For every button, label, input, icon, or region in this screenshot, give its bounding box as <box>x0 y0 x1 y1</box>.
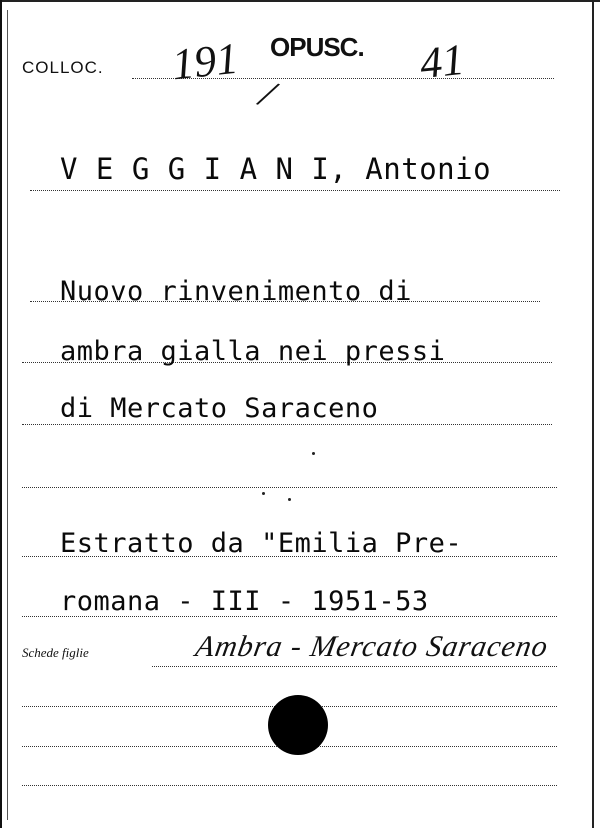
colloc-label: COLLOC. <box>22 58 104 77</box>
punch-hole <box>268 695 328 755</box>
schede-value: Ambra - Mercato Saraceno <box>193 630 551 663</box>
title-line-1: Nuovo rinvenimento di <box>60 276 412 307</box>
ink-speck <box>288 498 291 501</box>
schede-label: Schede figlie <box>22 645 89 660</box>
author-dotline <box>30 190 560 191</box>
source-line-1: Estratto da "Emilia Pre- <box>60 528 463 559</box>
blank-dotline <box>22 487 557 488</box>
title-line-3: di Mercato Saraceno <box>60 393 379 424</box>
source-line-2: romana - III - 1951-53 <box>60 586 429 617</box>
card-left-edge <box>0 0 2 828</box>
author-name: V E G G I A N I, Antonio <box>60 152 492 186</box>
title-line-2: ambra gialla nei pressi <box>60 336 446 367</box>
blank-dotline <box>22 785 557 786</box>
colloc-stroke: / <box>254 70 281 117</box>
card-right-edge <box>592 0 594 828</box>
title-dotline-3 <box>22 424 552 425</box>
ink-speck <box>262 492 265 495</box>
card-left-rule <box>7 10 8 820</box>
colloc-number: 191 <box>169 33 241 90</box>
colloc-stamp: OPUSC. <box>270 32 364 62</box>
schede-dotline <box>152 666 557 667</box>
ink-speck <box>312 452 315 455</box>
colloc-volume: 41 <box>417 34 467 89</box>
card-top-edge <box>0 0 600 2</box>
